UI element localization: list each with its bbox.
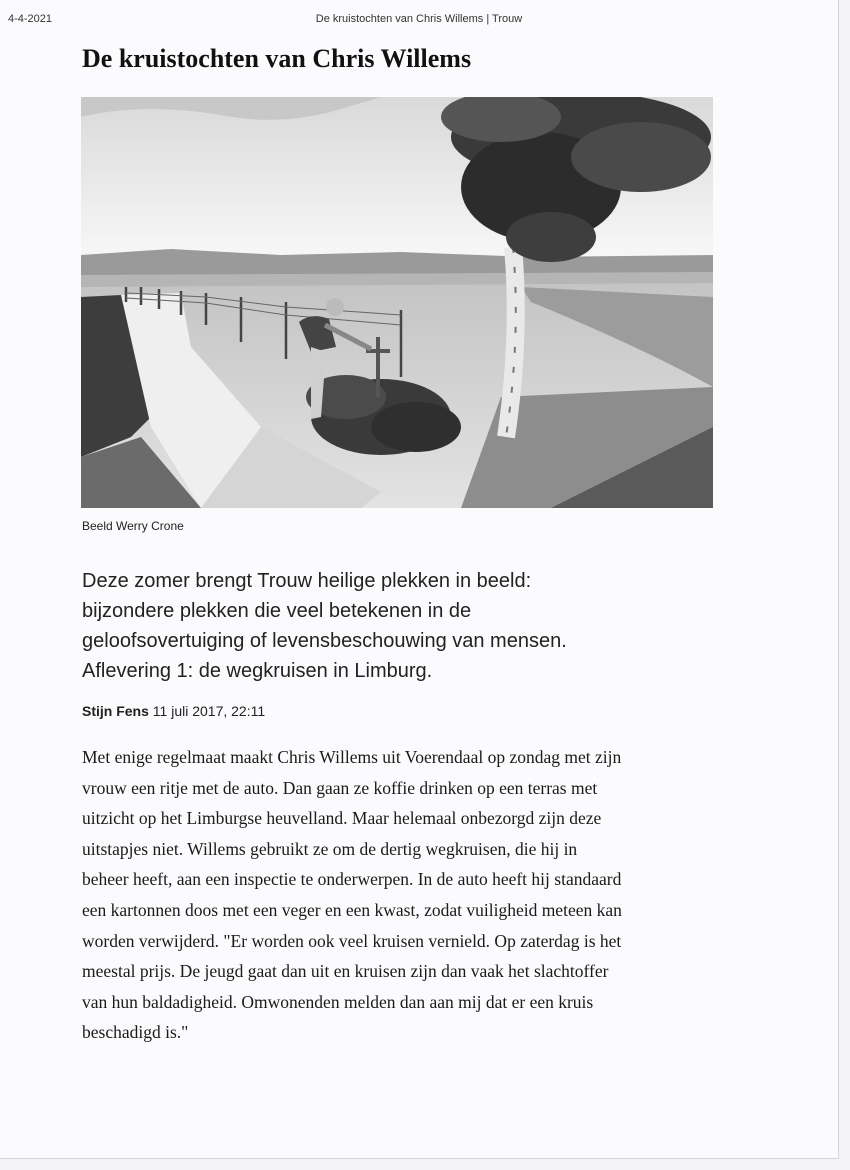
body-line: een kartonnen doos met een veger en een kwast, zodat vuiligheid meteen kan <box>82 899 622 920</box>
intro-line: geloofsovertuiging of levensbeschouwing van mensen. <box>82 630 567 652</box>
intro-line: Aflevering 1: de wegkruisen in Limburg. <box>82 660 433 682</box>
body-line: Met enige regelmaat maakt Chris Willems uit Voerendaal op zondag met zijn <box>82 747 622 767</box>
body-line: uitzicht op het Limburgse heuvelland. Maar helemaal onbezorgd zijn deze <box>82 808 602 829</box>
body-line: vrouw een ritje met de auto. Dan gaan ze koffie drinken op een terras met <box>82 777 598 798</box>
body-line: van hun baldadigheid. Omwonenden melden dan aan mij dat er een kruis <box>82 991 594 1012</box>
print-page-title: De kruistochten van Chris Willems | Trouw <box>315 13 523 25</box>
article-intro <box>82 566 762 686</box>
body-line: worden verwijderd. "Er worden ook veel kruisen vernield. Op zaterdag is het <box>82 930 622 951</box>
intro-line: Deze zomer brengt Trouw heilige plekken in beeld: <box>82 570 532 592</box>
byline <box>82 703 265 719</box>
article-title: De kruistochten van Chris Willems <box>82 44 472 73</box>
article-photo <box>81 97 713 508</box>
body-line: uitstapjes niet. Willems gebruikt ze om de dertig wegkruisen, die hij in <box>82 838 578 859</box>
print-date: 4-4-2021 <box>8 13 53 25</box>
body-line: beheer heeft, aan een inspectie te onderwerpen. In de auto heeft hij standaard <box>82 869 622 890</box>
author-name: Stijn Fens <box>82 703 149 719</box>
intro-line: bijzondere plekken die veel betekenen in de <box>82 600 472 622</box>
article-body <box>82 742 742 1048</box>
photo-caption: Beeld Werry Crone <box>82 519 184 533</box>
body-line: meestal prijs. De jeugd gaat dan uit en kruisen zijn dan vaak het slachtoffer <box>82 961 609 982</box>
body-line: beschadigd is." <box>82 1022 189 1043</box>
publish-date: 11 juli 2017, 22:11 <box>152 703 266 719</box>
